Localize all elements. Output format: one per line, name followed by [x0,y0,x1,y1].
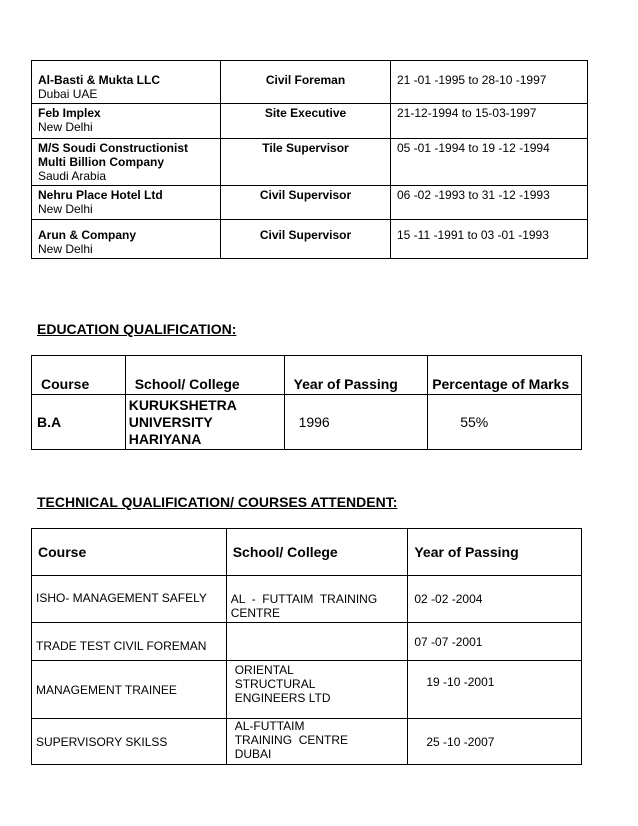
school-cell [226,719,408,765]
table-row [32,623,582,661]
company-name: Feb Implex [38,106,101,120]
school-line: UNIVERSITY [128,413,213,430]
school-line: AL - FUTTAIM TRAINING [230,592,378,606]
school-line: KURUKSHETRA [128,396,237,413]
school-line: STRUCTURAL [234,677,316,691]
table-row [32,104,588,139]
header-percentage: Percentage of Marks [428,356,582,395]
table-row [32,661,582,719]
school-line: CENTRE [230,606,281,620]
education-heading [37,321,236,337]
year-cell: 25 -10 -2007 [408,719,582,765]
period-cell: 06 -02 -1993 to 31 -12 -1993 [391,186,588,220]
course-cell: TRADE TEST CIVIL FOREMAN [32,623,227,661]
company-cell [32,61,221,104]
table-row [32,61,588,104]
designation-cell: Civil Foreman [221,61,391,104]
header-school: School/ College [125,356,284,395]
education-heading-suffix: : [231,321,237,337]
table-header-row [32,529,582,576]
company-name: M/S Soudi Constructionist [38,141,188,155]
period-cell: 15 -11 -1991 to 03 -01 -1993 [391,220,588,259]
school-line: TRAINING CENTRE [234,733,349,747]
company-cell [32,220,221,259]
designation-cell: Tile Supervisor [221,139,391,186]
company-cell [32,186,221,220]
company-name-line2: Multi Billion Company [38,155,164,169]
company-location: New Delhi [38,202,93,216]
company-location: New Delhi [38,120,93,134]
table-row [32,139,588,186]
year-cell: 19 -10 -2001 [408,661,582,719]
period-cell: 21-12-1994 to 15-03-1997 [391,104,588,139]
table-row [32,719,582,765]
employment-table [31,60,588,259]
period-cell: 21 -01 -1995 to 28-10 -1997 [391,61,588,104]
header-course: Course [32,356,126,395]
company-name: Arun & Company [38,228,137,242]
table-row [32,220,588,259]
table-row [32,395,582,450]
designation-cell: Civil Supervisor [221,186,391,220]
company-location: New Delhi [38,242,93,256]
technical-heading: TECHNICAL QUALIFICATION/ COURSES ATTENDENT: [37,494,398,510]
school-cell [125,395,284,450]
company-cell [32,139,221,186]
header-year: Year of Passing [284,356,428,395]
table-row [32,186,588,220]
school-line: ORIENTAL [234,663,294,677]
percentage-cell: 55% [428,395,582,450]
header-course: Course [32,529,227,576]
course-cell: MANAGEMENT TRAINEE [32,661,227,719]
school-cell [226,623,408,661]
year-cell: 1996 [284,395,428,450]
company-name: Al-Basti & Mukta LLC [38,73,161,87]
school-line: AL-FUTTAIM [234,719,305,733]
education-table [31,355,582,450]
technical-table [31,528,582,765]
course-cell: ISHO- MANAGEMENT SAFELY [32,576,227,623]
education-heading-text: EDUCATION QUALIFICATION [37,321,232,337]
company-cell [32,104,221,139]
course-cell: SUPERVISORY SKILSS [32,719,227,765]
course-cell: B.A [32,395,126,450]
company-name: Nehru Place Hotel Ltd [38,188,163,202]
school-cell [226,576,408,623]
designation-cell: Civil Supervisor [221,220,391,259]
designation-cell: Site Executive [221,104,391,139]
table-header-row [32,356,582,395]
company-location: Dubai UAE [38,87,98,101]
school-cell [226,661,408,719]
period-cell: 05 -01 -1994 to 19 -12 -1994 [391,139,588,186]
school-line: ENGINEERS LTD [234,691,331,705]
header-school: School/ College [226,529,408,576]
table-row [32,576,582,623]
header-year: Year of Passing [408,529,582,576]
year-cell: 02 -02 -2004 [408,576,582,623]
year-cell: 07 -07 -2001 [408,623,582,661]
company-location: Saudi Arabia [38,169,107,183]
school-line: HARIYANA [128,430,202,447]
school-line: DUBAI [234,747,272,761]
